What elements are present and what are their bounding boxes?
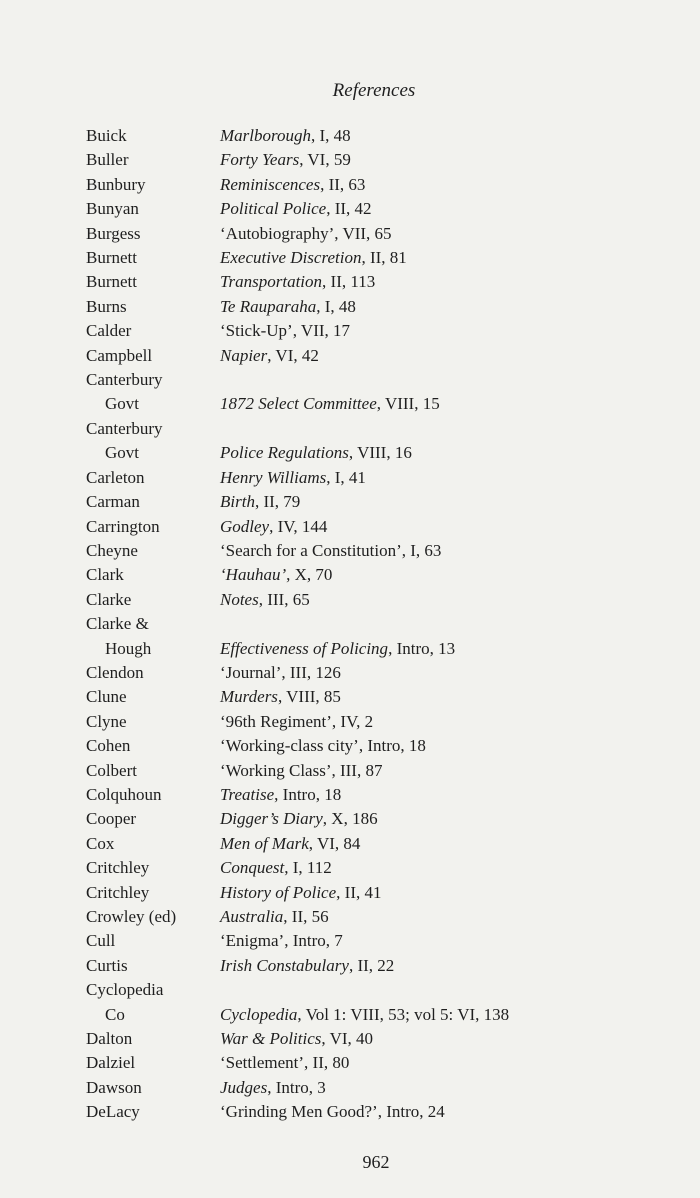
entry-reference: [220, 466, 666, 490]
entry-reference: [220, 783, 666, 807]
entry-author: [86, 539, 220, 563]
author-name: Burnett: [86, 272, 137, 292]
entry-author: [86, 148, 220, 172]
author-name: Clyne: [86, 711, 127, 731]
reference-entry: [86, 685, 666, 709]
volume-page: , II, 80: [304, 1053, 350, 1073]
volume-page: , Intro, 18: [274, 784, 342, 804]
volume-page: , VII, 17: [292, 321, 351, 341]
volume-page: , II, 22: [348, 955, 395, 975]
reference-entry: [86, 954, 666, 978]
author-name: Cull: [86, 931, 116, 951]
volume-page: , II, 63: [320, 174, 366, 194]
entry-reference: [220, 759, 666, 783]
entry-reference: [220, 978, 666, 1027]
volume-page: , X, 186: [322, 809, 378, 829]
volume-page: , I, 41: [326, 467, 366, 487]
author-name-continued: Hough: [105, 638, 152, 658]
author-name: Cooper: [86, 809, 137, 829]
volume-page: , III, 87: [331, 760, 383, 780]
entry-author: [86, 1051, 220, 1075]
author-name: Buller: [86, 150, 129, 170]
work-title: Henry Williams: [220, 467, 327, 487]
entry-author: [86, 319, 220, 343]
volume-page: , Intro, 3: [267, 1077, 326, 1097]
volume-page: , IV, 144: [269, 516, 328, 536]
entry-reference: [220, 929, 666, 953]
reference-entry: [86, 270, 666, 294]
entry-author: [86, 929, 220, 953]
volume-page: , I, 112: [284, 858, 332, 878]
reference-entry: [86, 588, 666, 612]
entry-author: [86, 1100, 220, 1124]
entry-author: [86, 563, 220, 587]
entry-author: [86, 954, 220, 978]
entry-reference: [220, 807, 666, 831]
entry-author: [86, 685, 220, 709]
reference-entry: [86, 246, 666, 270]
work-title: History of Police: [220, 882, 337, 902]
author-name: Cox: [86, 833, 115, 853]
entry-reference: [220, 270, 666, 294]
entry-reference: [220, 490, 666, 514]
author-name: Burns: [86, 296, 127, 316]
reference-entry: [86, 807, 666, 831]
volume-page: , IV, 2: [331, 711, 374, 731]
entry-reference: [220, 710, 666, 734]
entry-author: [86, 759, 220, 783]
entry-author: [86, 588, 220, 612]
author-name: Canterbury: [86, 370, 163, 390]
work-title: War & Politics: [220, 1029, 322, 1049]
entry-reference: [220, 515, 666, 539]
volume-page: , Intro, 24: [377, 1102, 445, 1122]
entry-reference: [220, 1051, 666, 1075]
reference-entry: [86, 417, 666, 466]
volume-page: , III, 65: [258, 589, 310, 609]
reference-entry: [86, 515, 666, 539]
work-title: ‘Search for a Constitution’: [220, 540, 402, 560]
author-name: Burnett: [86, 248, 137, 268]
entry-reference: [220, 539, 666, 563]
work-title: Digger’s Diary: [220, 809, 323, 829]
work-title: Te Rauparaha: [220, 296, 317, 316]
work-title: ‘Journal’: [220, 662, 282, 682]
author-name: Critchley: [86, 858, 150, 878]
work-title: Transportation: [220, 272, 323, 292]
entry-author: [86, 295, 220, 319]
author-name: Bunbury: [86, 174, 146, 194]
entry-author: [86, 246, 220, 270]
reference-entry: [86, 319, 666, 343]
work-title: ‘Working-class city’: [220, 736, 359, 756]
entry-author: [86, 466, 220, 490]
volume-page: , VI, 40: [321, 1029, 374, 1049]
reference-entry: [86, 1027, 666, 1051]
work-title: Effectiveness of Policing: [220, 638, 389, 658]
author-name: Curtis: [86, 955, 128, 975]
entry-reference: [220, 1076, 666, 1100]
entry-author: [86, 783, 220, 807]
reference-entry: [86, 368, 666, 417]
reference-entry: [86, 148, 666, 172]
work-title: Treatise: [220, 784, 275, 804]
reference-entry: [86, 197, 666, 221]
work-title: Forty Years: [220, 150, 300, 170]
entry-author: [86, 612, 220, 661]
volume-page: , II, 113: [322, 272, 376, 292]
work-title: Reminiscences: [220, 174, 321, 194]
reference-entry: [86, 612, 666, 661]
work-title: Marlborough: [220, 126, 311, 145]
entry-author: [86, 832, 220, 856]
author-name: Cheyne: [86, 540, 138, 560]
volume-page: , X, 70: [286, 565, 333, 585]
reference-entry: [86, 905, 666, 929]
work-title: Godley: [220, 516, 270, 536]
author-name: Colquhoun: [86, 784, 162, 804]
work-title: Executive Discretion: [220, 248, 362, 268]
work-title: ‘Autobiography’: [220, 223, 335, 243]
work-title: Notes: [220, 589, 259, 609]
author-name: Bunyan: [86, 199, 139, 219]
volume-page: , Vol 1: VIII, 53; vol 5: VI, 138: [297, 1004, 510, 1024]
reference-entry: [86, 1076, 666, 1100]
author-name: Carrington: [86, 516, 160, 536]
entry-author: [86, 856, 220, 880]
entry-author: [86, 124, 220, 148]
author-name: Campbell: [86, 345, 153, 365]
author-name: Colbert: [86, 760, 137, 780]
volume-page: , VIII, 15: [376, 394, 440, 414]
entry-author: [86, 515, 220, 539]
work-title: Murders: [220, 687, 278, 707]
entry-author: [86, 1027, 220, 1051]
volume-page: , Intro, 7: [284, 931, 343, 951]
volume-page: , VIII, 16: [348, 443, 412, 463]
entry-author: [86, 734, 220, 758]
author-name: Cohen: [86, 736, 131, 756]
work-title: Birth: [220, 492, 255, 512]
entry-author: [86, 490, 220, 514]
entry-author: [86, 978, 220, 1027]
volume-page: , VII, 65: [334, 223, 392, 243]
work-title: Conquest: [220, 858, 285, 878]
entry-author: [86, 197, 220, 221]
entry-reference: [220, 954, 666, 978]
work-title: ‘Working Class’: [220, 760, 332, 780]
volume-page: , VI, 84: [308, 833, 361, 853]
reference-entry: [86, 1051, 666, 1075]
work-title: ‘96th Regiment’: [220, 711, 332, 731]
volume-page: , III, 126: [281, 662, 341, 682]
volume-page: , Intro, 18: [358, 736, 426, 756]
reference-entry: [86, 539, 666, 563]
reference-entry: [86, 856, 666, 880]
author-name: Calder: [86, 321, 132, 341]
author-name: Burgess: [86, 223, 141, 243]
author-name: Buick: [86, 126, 127, 145]
work-title: ‘Grinding Men Good?’: [220, 1102, 378, 1122]
reference-entry: [86, 490, 666, 514]
entry-author: [86, 1076, 220, 1100]
entry-reference: [220, 417, 666, 466]
author-name: Carleton: [86, 467, 145, 487]
author-name: DeLacy: [86, 1102, 140, 1122]
reference-entry: [86, 929, 666, 953]
entry-author: [86, 905, 220, 929]
volume-page: , VI, 59: [299, 150, 351, 170]
reference-entry: [86, 222, 666, 246]
author-name: Dalziel: [86, 1053, 136, 1073]
author-name: Critchley: [86, 882, 150, 902]
volume-page: , I, 48: [316, 296, 356, 316]
entry-reference: [220, 832, 666, 856]
author-name-continued: Co: [105, 1004, 125, 1024]
entry-reference: [220, 124, 666, 148]
entry-reference: [220, 588, 666, 612]
entry-author: [86, 368, 220, 417]
author-name: Carman: [86, 492, 140, 512]
reference-entry: [86, 710, 666, 734]
volume-page: , II, 81: [361, 248, 407, 268]
work-title: ‘Stick-Up’: [220, 321, 293, 341]
work-title: Judges: [220, 1077, 268, 1097]
author-name: Cyclopedia: [86, 980, 164, 1000]
volume-page: , II, 41: [336, 882, 382, 902]
entry-reference: [220, 612, 666, 661]
volume-page: , VI, 42: [267, 345, 319, 365]
reference-entry: [86, 881, 666, 905]
entry-reference: [220, 905, 666, 929]
author-name: Clarke: [86, 589, 132, 609]
reference-entry: [86, 759, 666, 783]
entry-reference: [220, 344, 666, 368]
work-title: ‘Settlement’: [220, 1053, 305, 1073]
entry-reference: [220, 734, 666, 758]
reference-list: [86, 124, 666, 1125]
entry-author: [86, 881, 220, 905]
reference-entry: [86, 344, 666, 368]
entry-reference: [220, 685, 666, 709]
volume-page: , II, 42: [326, 199, 372, 219]
reference-entry: [86, 1100, 666, 1124]
entry-reference: [220, 173, 666, 197]
entry-author: [86, 173, 220, 197]
entry-reference: [220, 295, 666, 319]
entry-reference: [220, 881, 666, 905]
page-title: References: [332, 80, 416, 101]
reference-entry: [86, 295, 666, 319]
entry-reference: [220, 319, 666, 343]
work-title: Australia: [220, 907, 284, 926]
author-name: Clark: [86, 565, 124, 585]
work-title: Political Police: [220, 199, 327, 219]
entry-author: [86, 270, 220, 294]
work-title: ‘Hauhau’: [220, 565, 287, 585]
entry-author: [86, 661, 220, 685]
entry-author: [86, 417, 220, 466]
work-title: Men of Mark: [220, 833, 309, 853]
volume-page: , II, 56: [283, 907, 329, 926]
work-title: Napier: [220, 345, 268, 365]
entry-reference: [220, 1027, 666, 1051]
work-title: Irish Constabulary: [220, 955, 349, 975]
page-number: 962: [362, 1152, 390, 1172]
author-name: Crowley (ed): [86, 907, 177, 926]
reference-entry: [86, 563, 666, 587]
reference-entry: [86, 173, 666, 197]
entry-reference: [220, 246, 666, 270]
entry-reference: [220, 1100, 666, 1124]
reference-entry: [86, 783, 666, 807]
entry-author: [86, 807, 220, 831]
reference-entry: [86, 661, 666, 685]
reference-entry: [86, 832, 666, 856]
entry-reference: [220, 563, 666, 587]
reference-entry: [86, 466, 666, 490]
entry-author: [86, 710, 220, 734]
author-name: Dawson: [86, 1077, 142, 1097]
author-name-continued: Govt: [105, 394, 139, 414]
work-title: ‘Enigma’: [220, 931, 285, 951]
volume-page: , VIII, 85: [277, 687, 341, 707]
work-title: Cyclopedia: [220, 1004, 298, 1024]
entry-author: [86, 222, 220, 246]
reference-entry: [86, 978, 666, 1027]
entry-reference: [220, 661, 666, 685]
volume-page: , II, 79: [254, 492, 301, 512]
entry-reference: [220, 222, 666, 246]
work-title: 1872 Select Committee: [220, 394, 377, 414]
reference-entry: [86, 124, 666, 148]
author-name: Dalton: [86, 1029, 133, 1049]
author-name-continued: Govt: [105, 443, 139, 463]
author-name: Clune: [86, 687, 127, 707]
author-name: Clendon: [86, 662, 144, 682]
author-name: Clarke &: [86, 614, 149, 634]
volume-page: , I, 63: [401, 540, 442, 560]
entry-reference: [220, 368, 666, 417]
volume-page: , I, 48: [311, 126, 351, 145]
entry-reference: [220, 148, 666, 172]
entry-reference: [220, 856, 666, 880]
volume-page: , Intro, 13: [388, 638, 456, 658]
author-name: Canterbury: [86, 418, 163, 438]
reference-entry: [86, 734, 666, 758]
entry-author: [86, 344, 220, 368]
entry-reference: [220, 197, 666, 221]
work-title: Police Regulations: [220, 443, 349, 463]
